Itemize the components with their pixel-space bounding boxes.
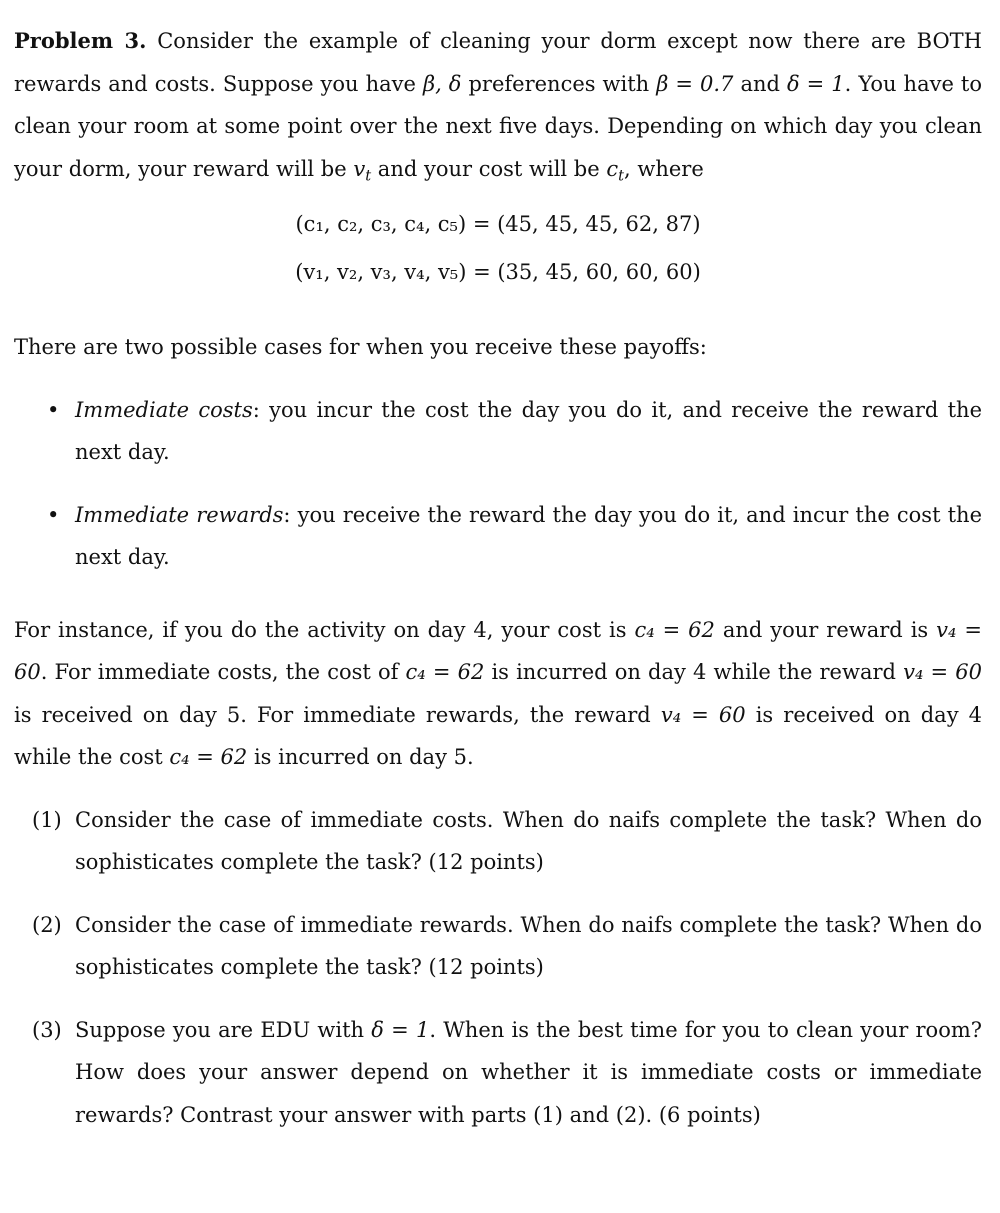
intro-text-1: Consider the example of cleaning your dorm except now there are BOTH rewards and costs. Suppose you have (14, 29, 982, 96)
example-text-7: is incurred on day 5. (247, 745, 474, 769)
part-1 (14, 799, 982, 884)
example-text-6: is received on day 4 while the cost (14, 702, 983, 769)
part-text: Suppose you are EDU with (75, 1017, 372, 1042)
reward-day4: v₄ = 60 (903, 660, 982, 684)
cost-symbol: c (606, 156, 619, 181)
reward-day4: v₄ = 60 (660, 702, 746, 727)
part-3 (14, 1009, 982, 1137)
example-paragraph (14, 609, 982, 779)
delta-value: δ = 1 (371, 1017, 430, 1042)
cost-day4: c₄ = 62 (169, 745, 248, 769)
reward-symbol: v (353, 156, 366, 181)
cost-subscript: t (618, 166, 625, 184)
intro-text-2: preferences with (461, 71, 657, 96)
intro-text-4: and your cost will be (371, 156, 607, 181)
delta-value: δ = 1 (786, 71, 845, 96)
case-term: Immediate rewards (75, 502, 284, 527)
problem-intro (14, 20, 982, 190)
part-number: (3) (32, 1017, 62, 1042)
example-text-3: . For immediate costs, the cost of (40, 660, 406, 684)
part-text: Consider the case of immediate rewards. When do naifs complete the task? When do sophisticates complete the task? (12 points) (75, 912, 982, 979)
bullet-icon: • (47, 397, 60, 422)
cost-day4: c₄ = 62 (634, 617, 715, 642)
part-2 (14, 904, 982, 989)
bullet-icon: • (47, 502, 60, 527)
part-number: (2) (32, 912, 62, 937)
cases-list (14, 389, 982, 579)
problem-label: Problem 3. (14, 28, 147, 53)
reward-day4: v₄ = 60 (14, 617, 982, 684)
reward-equation: (v₁, v₂, v₃, v₄, v₅) = (35, 45, 60, 60, 60) (295, 260, 701, 284)
example-text-1: For instance, if you do the activity on day 4, your cost is (14, 617, 635, 642)
question-parts (14, 799, 982, 1137)
case-term: Immediate costs (75, 397, 253, 422)
cost-day4: c₄ = 62 (405, 660, 485, 684)
problem-document (14, 20, 982, 1156)
part-text-continued: . When is the best time for you to clean your room? How does your answer depend on whether it is immediate costs or immediate rewards? Contrast your answer with parts (1) and (2). (6 points) (75, 1017, 983, 1127)
cases-intro: There are two possible cases for when you receive these payoffs: (14, 335, 707, 359)
case-immediate-rewards (14, 494, 982, 579)
reward-subscript: t (365, 166, 372, 184)
case-description: : you receive the reward the day you do it, and incur the cost the next day. (75, 502, 982, 569)
case-description: : you incur the cost the day you do it, and receive the reward the next day. (75, 397, 982, 464)
example-text-5: is received on day 5. For immediate rewards, the reward (14, 702, 661, 727)
intro-and: and (733, 71, 787, 96)
example-text-4: is incurred on day 4 while the reward (484, 660, 904, 684)
intro-text-5: , where (624, 156, 704, 181)
case-immediate-costs (14, 389, 982, 474)
intro-text-3: . You have to clean your room at some point over the next five days. Depending on which day you clean your dorm, your reward will be (14, 71, 982, 181)
part-number: (1) (32, 807, 62, 832)
example-text-2: and your reward is (714, 617, 937, 642)
beta-value: β = 0.7 (656, 71, 734, 96)
part-text: Consider the case of immediate costs. When do naifs complete the task? When do sophisticates complete the task? (12 points) (75, 807, 982, 874)
display-equations (14, 200, 982, 296)
cost-equation: (c₁, c₂, c₃, c₄, c₅) = (45, 45, 45, 62, 87) (295, 212, 701, 236)
beta-delta-symbols: β, δ (422, 71, 462, 96)
